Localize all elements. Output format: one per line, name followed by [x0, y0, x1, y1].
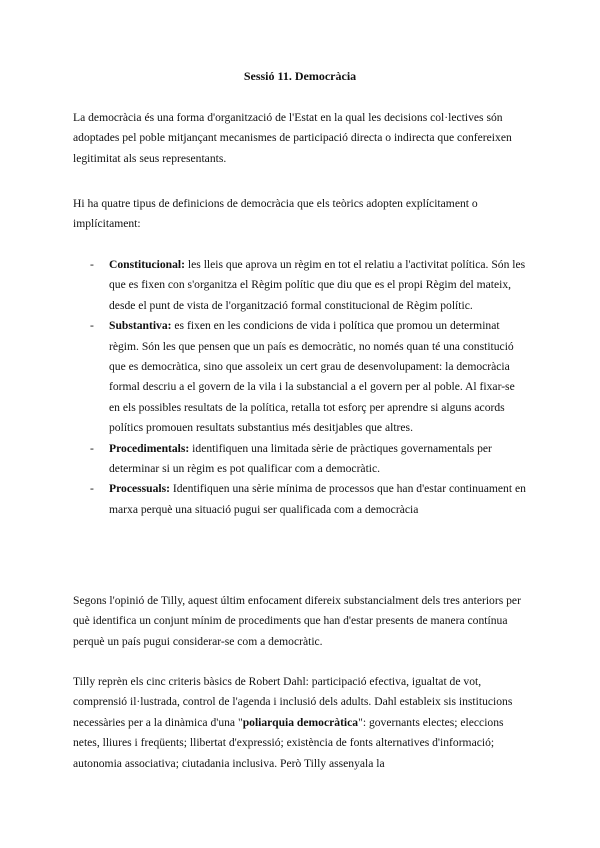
- page-title: Sessió 11. Democràcia: [243, 69, 357, 83]
- bullet-dash: -: [90, 258, 94, 271]
- definition-term: Constitucional:: [109, 258, 186, 271]
- list-item: [73, 439, 527, 480]
- list-item: [73, 316, 527, 438]
- definition-term: Substantiva:: [109, 319, 172, 333]
- definition-text: Identifiquen una sèrie mínima de processos que han d'estar continuament en marxa perquè una situació pugui ser qualificada com a democràcia: [109, 482, 526, 516]
- list-item: [73, 255, 527, 316]
- bullet-dash: -: [90, 482, 94, 496]
- list-item: [73, 479, 527, 520]
- types-intro-paragraph: Hi ha quatre tipus de definicions de democràcia que els teòrics adopten explícitament o implícitament:: [73, 197, 478, 231]
- definitions-list: [73, 255, 527, 520]
- definition-text: es fixen en les condicions de vida i política que promou un determinat règim. Són les que pensen que un país es democràtic, no només quan té una constitució que es democràtica, sino que assoleix un cert grau de desenvolupament: la democràcia formal descriu a el govern de la vila i la substancial a el govern per al poble. Al fixar-se en els possibles resultats de la política, retalla tot esforç per aprendre si alguns acords polítics promouen resultats substantius més desitjables que altres.: [109, 319, 515, 435]
- definition-term: Processuals:: [109, 482, 170, 496]
- bullet-dash: -: [90, 319, 94, 333]
- tilly-paragraph: Segons l'opinió de Tilly, aquest últim enfocament difereix substancialment dels tres anteriors per què identifica un conjunt mínim de procediments que han d'estar presents de manera contínua perquè un país pugui considerar-se com a democràtic.: [73, 594, 521, 648]
- dahl-paragraph: [73, 672, 527, 774]
- definition-text: identifiquen una limitada sèrie de pràctiques governamentals per determinar si un règim es pot qualificar com a democràtic.: [109, 441, 492, 476]
- dahl-text-after: ": governants electes; eleccions netes, lliures i freqüents; llibertat d'expressió; existència de fonts alternatives d'informació; autonomia associativa; ciutadania inclusiva. Però Tilly assenyala la: [73, 715, 504, 770]
- definition-text: les lleis que aprova un règim en tot el relatiu a l'activitat política. Són les que es fixen con s'organitza el Règim polític que diu que es el propi Règim del mateix, desde el punt de vista de l'organització formal constitucional de Règim polític.: [109, 258, 526, 312]
- bullet-dash: -: [90, 441, 94, 455]
- intro-paragraph: La democràcia és una forma d'organització de l'Estat en la qual les decisions col·lectives són adoptades pel poble mitjançant mecanismes de participació directa o indirecta que confereixen legitimitat als seus representants.: [73, 111, 512, 165]
- dahl-text-before: Tilly reprèn els cinc criteris bàsics de Robert Dahl: participació efectiva, igualtat de vot, comprensió il·lustrada, control de l'agenda i inclusió dels adults. Dahl estableix sis institucions necessàries per a la dinàmica d'una ": [73, 675, 513, 729]
- definition-term: Procedimentals:: [109, 441, 190, 455]
- poliarquia-term: poliarquia democràtica: [242, 715, 359, 729]
